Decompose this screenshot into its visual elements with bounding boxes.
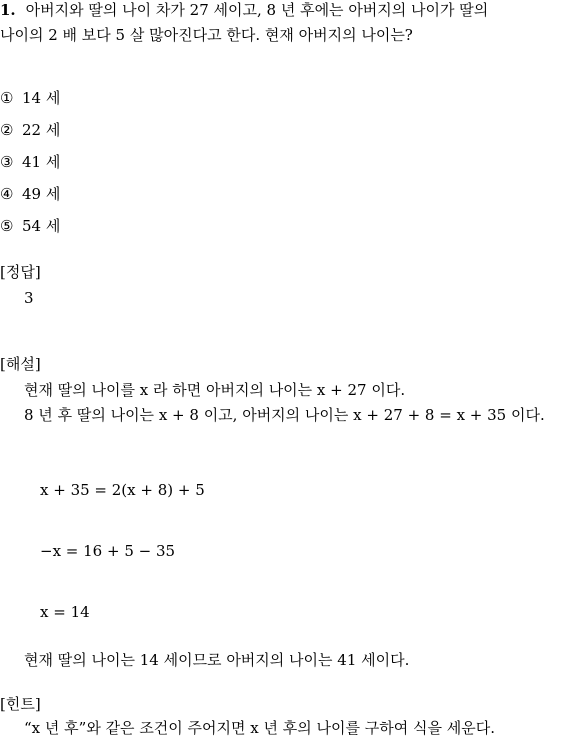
question-text-1: 아버지와 딸의 나이 차가 27 세이고, 8 년 후에는 아버지의 나이가 딸의 — [25, 1, 489, 19]
question-line-1 — [0, 0, 488, 20]
choice-mark-2: ② — [0, 121, 14, 139]
question-number: 1. — [0, 1, 16, 19]
choice-5[interactable] — [0, 216, 60, 236]
choice-1[interactable] — [0, 88, 60, 108]
equation-3: x = 14 — [40, 603, 90, 621]
explanation-label: [해설] — [0, 355, 41, 373]
choice-text-3: 41 세 — [22, 153, 61, 171]
answer-label: [정답] — [0, 263, 41, 281]
choice-text-4: 49 세 — [22, 185, 61, 203]
choice-2[interactable] — [0, 120, 60, 140]
hint-text: “x 년 후”와 같은 조건이 주어지면 x 년 후의 나이를 구하여 식을 세운다. — [24, 719, 495, 737]
explanation-line-2: 8 년 후 딸의 나이는 x + 8 이고, 아버지의 나이는 x + 27 + 8 = x + 35 이다. — [24, 406, 545, 424]
equation-2: −x = 16 + 5 − 35 — [40, 542, 176, 560]
choice-3[interactable] — [0, 152, 60, 172]
answer-value: 3 — [24, 289, 34, 307]
choice-mark-5: ⑤ — [0, 217, 14, 235]
choice-text-1: 14 세 — [22, 89, 61, 107]
choice-mark-3: ③ — [0, 153, 14, 171]
explanation-line-1: 현재 딸의 나이를 x 라 하면 아버지의 나이는 x + 27 이다. — [24, 381, 406, 399]
choice-text-2: 22 세 — [22, 121, 61, 139]
choice-mark-4: ④ — [0, 185, 14, 203]
choice-mark-1: ① — [0, 89, 14, 107]
explanation-conclusion: 현재 딸의 나이는 14 세이므로 아버지의 나이는 41 세이다. — [24, 651, 410, 669]
hint-label: [힌트] — [0, 695, 41, 713]
choice-text-5: 54 세 — [22, 217, 61, 235]
choice-4[interactable] — [0, 184, 60, 204]
question-line-2: 나이의 2 배 보다 5 살 많아진다고 한다. 현재 아버지의 나이는? — [0, 26, 413, 44]
equation-1: x + 35 = 2(x + 8) + 5 — [40, 481, 205, 499]
